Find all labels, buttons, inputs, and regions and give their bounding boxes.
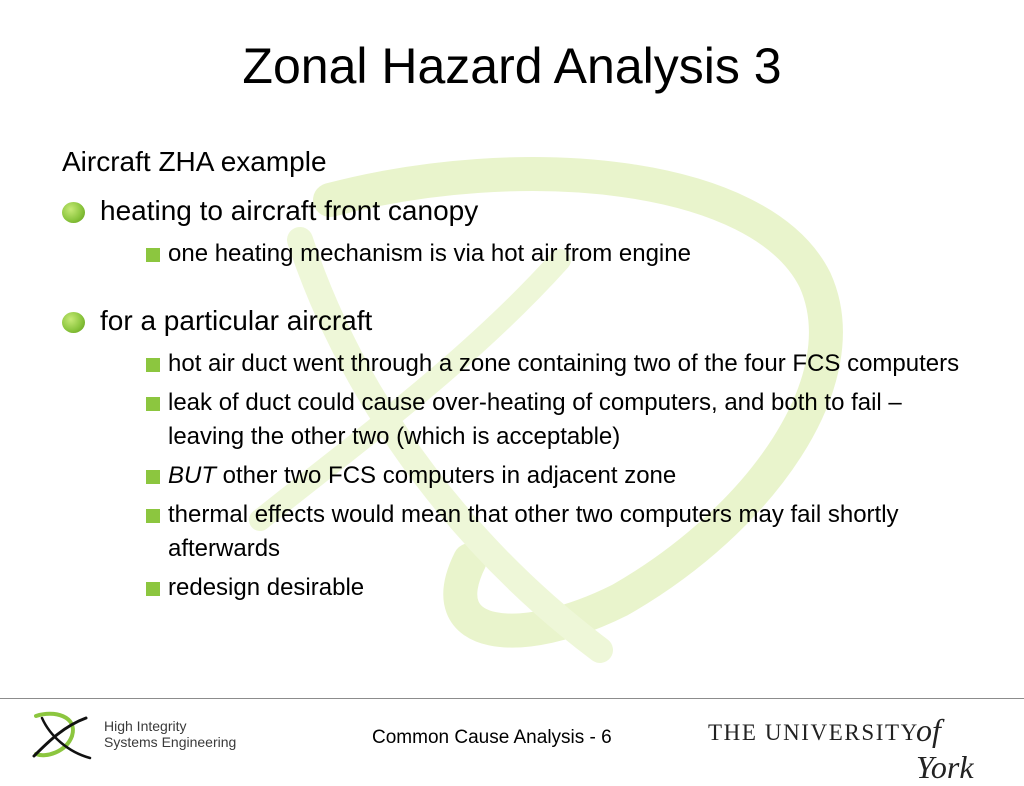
footer-page-label: Common Cause Analysis - 6 <box>372 727 612 748</box>
intro-text: Aircraft ZHA example <box>62 146 327 177</box>
green-square-bullet-icon <box>146 248 160 262</box>
green-square-bullet-icon <box>146 509 160 523</box>
bullet-level2 <box>146 347 968 381</box>
sub-bullet-text: redesign desirable <box>168 574 365 601</box>
sub-bullet-text: hot air duct went through a zone containing two of the four FCS computers <box>168 350 960 377</box>
university-of-york-logo <box>706 712 1006 785</box>
sub-bullet-text: other two FCS computers in adjacent zone <box>216 462 677 489</box>
bullet-level2 <box>146 459 968 493</box>
york-script-wordmark: of York <box>916 712 974 785</box>
slide-title: Zonal Hazard Analysis 3 <box>242 38 782 94</box>
bullet-level1 <box>62 301 962 341</box>
footer-divider <box>0 698 1024 699</box>
bullet-level2 <box>146 237 968 271</box>
sub-bullet-text: one heating mechanism is via hot air from engine <box>168 240 691 267</box>
green-dot-bullet-icon <box>62 202 85 223</box>
bullet-level1 <box>62 191 962 231</box>
green-dot-bullet-icon <box>62 312 85 333</box>
green-square-bullet-icon <box>146 358 160 372</box>
hise-logo <box>28 708 253 762</box>
hise-logo-text <box>104 718 236 750</box>
bullet-level2 <box>146 571 968 605</box>
university-wordmark: THE UNIVERSITY <box>708 720 919 745</box>
logo-line2: Systems Engineering <box>104 734 237 750</box>
slide-body <box>62 142 962 605</box>
sub-bullet-emphasis: BUT <box>168 462 216 489</box>
bullet-text: heating to aircraft front canopy <box>100 195 479 226</box>
green-square-bullet-icon <box>146 470 160 484</box>
sub-bullet-text: leak of duct could cause over-heating of computers, and both to fail – leaving the other two (which is acceptable) <box>168 389 902 450</box>
green-square-bullet-icon <box>146 397 160 411</box>
logo-line1: High Integrity <box>104 718 187 734</box>
green-square-bullet-icon <box>146 582 160 596</box>
hise-swirl-logo-icon <box>28 708 104 762</box>
bullet-level2 <box>146 386 968 454</box>
sub-bullet-text: thermal effects would mean that other two computers may fail shortly afterwards <box>168 501 899 562</box>
bullet-text: for a particular aircraft <box>100 305 373 336</box>
bullet-level2 <box>146 498 968 566</box>
